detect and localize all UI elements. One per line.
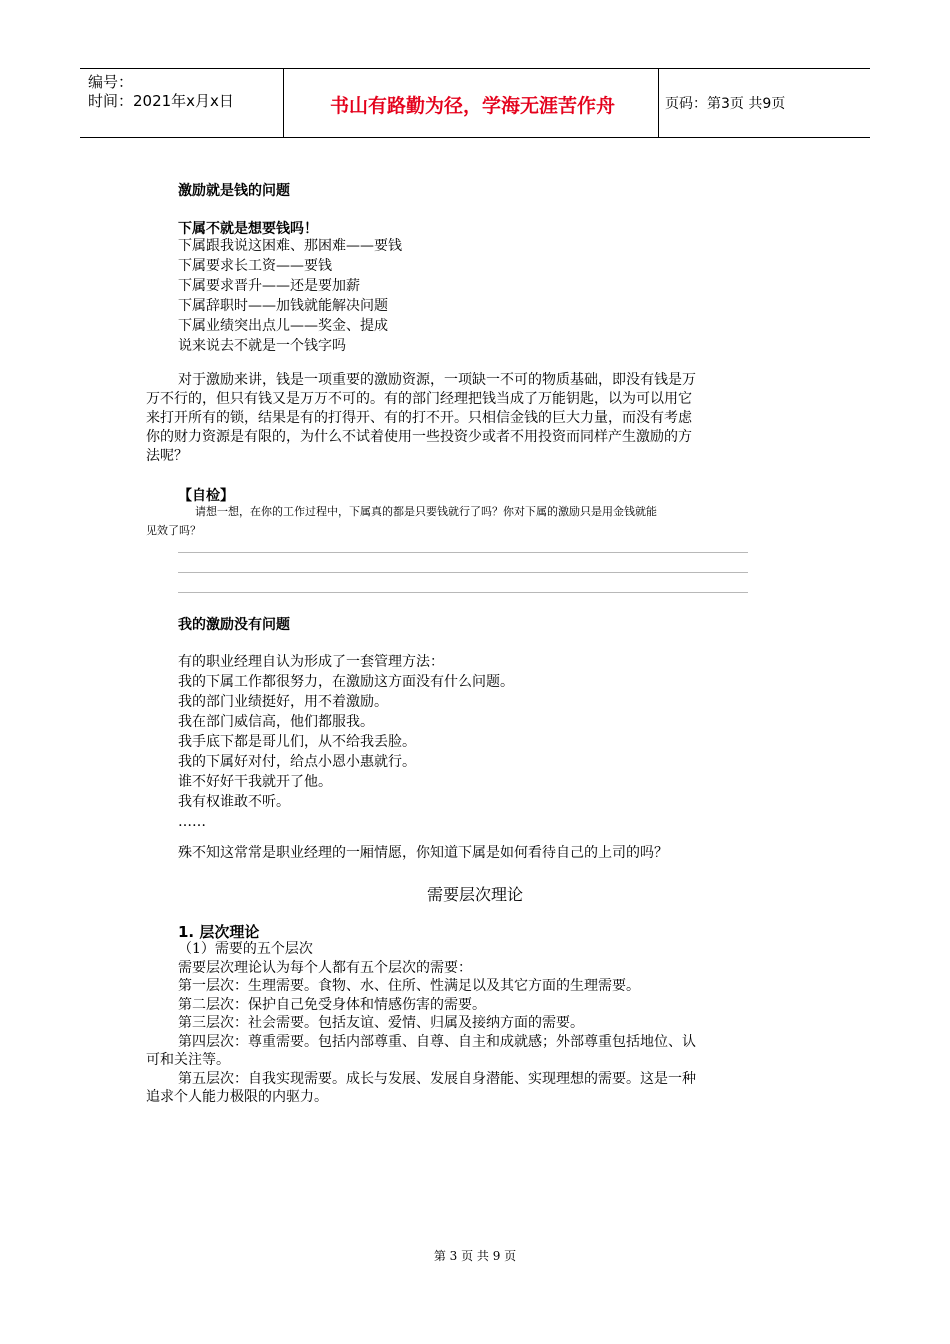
self-check-text [146, 502, 811, 540]
intro-line: 有的职业经理自认为形成了一套管理方法： [178, 654, 444, 670]
theory-line: 第二层次：保护自己免受身体和情感伤害的需要。 [178, 996, 486, 1013]
number-label: 编号： [88, 73, 134, 91]
theory-line: 第五层次：自我实现需要。成长与发展、发展自身潜能、实现理想的需要。这是一种 [178, 1070, 696, 1087]
self-check-line: 请想一想，在你的工作过程中，下属真的都是只要钱就行了吗？你对下属的激励只是用金钱就能 [195, 505, 657, 518]
list-item: 我有权谁敢不听。 [178, 794, 290, 810]
header-page-label: 页码：第3页 共9页 [665, 96, 786, 112]
theory-line: 第三层次：社会需要。包括友谊、爱情、归属及接纳方面的需要。 [178, 1015, 584, 1031]
paragraph-line: 法呢？ [146, 448, 188, 464]
page-header [80, 68, 870, 138]
list-item: 下属跟我说这困难、那困难——要钱 [178, 238, 402, 254]
theory-line: 需要层次理论认为每个人都有五个层次的需要： [178, 959, 472, 976]
time-label: 时间：2021年x月x日 [88, 92, 234, 110]
list-item: 我手底下都是哥儿们，从不给我丢脸。 [178, 734, 416, 750]
manager-statements [178, 652, 514, 832]
list-item: 下属要求长工资——要钱 [178, 258, 332, 274]
theory-line: 可和关注等。 [146, 1052, 230, 1068]
theory-line: 第四层次：尊重需要。包括内部尊重、自尊、自主和成就感；外部尊重包括地位、认 [178, 1033, 696, 1050]
theory-line: （1）需要的五个层次 [178, 941, 313, 957]
list-item: 下属要求晋升——还是要加薪 [178, 278, 360, 294]
closing-line: 殊不知这常常是职业经理的一厢情愿，你知道下属是如何看待自己的上司的吗？ [178, 845, 668, 861]
header-slogan: 书山有路勤为径，学海无涯苦作舟 [329, 95, 615, 117]
section-title: 我的激励没有问题 [178, 617, 290, 633]
list-item: 说来说去不就是一个钱字吗 [178, 338, 346, 354]
paragraph-line: 你的财力资源是有限的，为什么不试着使用一些投资少或者不用投资而同样产生激励的方 [146, 429, 692, 445]
list-item: 我在部门威信高，他们都服我。 [178, 714, 374, 730]
section-title: 激励就是钱的问题 [178, 183, 290, 199]
list-item: 下属辞职时——加钱就能解决问题 [178, 298, 388, 314]
list-item: 我的部门业绩挺好，用不着激励。 [178, 694, 388, 710]
list-item: 我的下属工作都很努力，在激励这方面没有什么问题。 [178, 674, 514, 690]
self-check-line: 见效了吗？ [146, 524, 201, 537]
theory-line: 第一层次：生理需要。食物、水、住所、性满足以及其它方面的生理需要。 [178, 978, 640, 994]
list-item: 谁不好好干我就开了他。 [178, 774, 332, 790]
paragraph-line: 来打开所有的锁，结果是有的打得开、有的打不开。只相信金钱的巨大力量，而没有考虑 [146, 410, 692, 426]
header-meta [88, 73, 234, 111]
self-check-title: 【自检】 [178, 488, 234, 504]
list-item: …… [178, 814, 206, 830]
section-heading: 需要层次理论 [426, 885, 523, 904]
page-footer: 第 3 页 共 9 页 [433, 1249, 517, 1263]
section-subtitle: 下属不就是想要钱吗！ [178, 221, 318, 237]
paragraph-line: 万不行的，但只有钱又是万万不可的。有的部门经理把钱当成了万能钥匙，以为可以用它 [146, 391, 692, 407]
answer-line [178, 572, 748, 573]
complaint-list [178, 236, 402, 356]
list-item: 下属业绩突出点儿——奖金、提成 [178, 318, 388, 334]
header-divider [283, 69, 284, 137]
list-item: 我的下属好对付，给点小恩小惠就行。 [178, 754, 416, 770]
theory-text [146, 940, 811, 1107]
answer-line [178, 592, 748, 593]
theory-line: 追求个人能力极限的内驱力。 [146, 1089, 328, 1105]
sub-heading: 1. 层次理论 [178, 923, 260, 941]
answer-line [178, 552, 748, 553]
body-paragraph [146, 371, 811, 466]
paragraph-line: 对于激励来讲，钱是一项重要的激励资源，一项缺一不可的物质基础，即没有钱是万 [178, 372, 696, 388]
